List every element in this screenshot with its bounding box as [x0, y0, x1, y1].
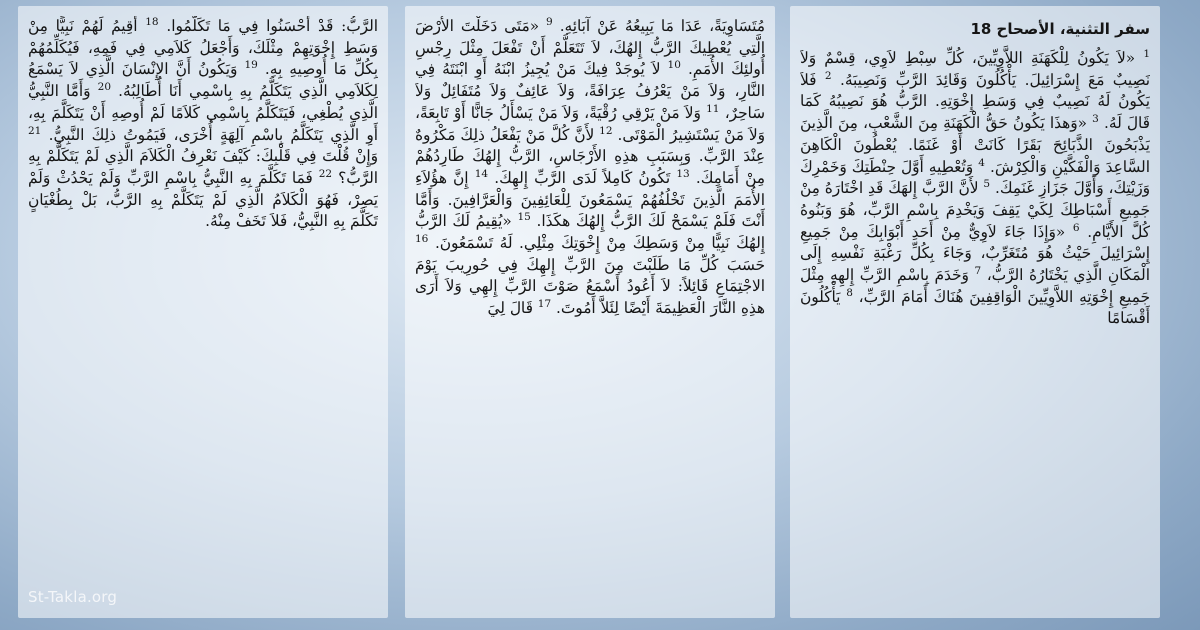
verse-number: 10 — [667, 59, 681, 72]
text-panel-left — [18, 6, 388, 618]
site-watermark: St-Takla.org — [28, 588, 118, 606]
verse-number: 5 — [983, 178, 991, 191]
verse-text: حَسَبَ كُلِّ مَا طَلَبْتَ مِنَ الرَّبِّ إِلهِكَ فِي حُورِيبَ يَوْمَ الاجْتِمَاعِ قَائِلاً: لاَ أَعُودُ أَسْمَعُ صَوْتَ الرَّبِّ إِلهِي وَلاَ أَرَى هذِهِ النَّارَ الْعَظِيمَةَ أَيْضًا لِئَلاَّ أَمُوتَ. — [415, 255, 765, 318]
verse-text: وَتُعْطِيهِ أَوَّلَ حِنْطَتِكَ وَخَمْرِكَ وَزَيْتِكَ، وَأَوَّلَ جَزَازِ غَنَمِكَ. — [800, 157, 1150, 198]
verse-number: 1 — [1143, 47, 1150, 60]
text-column-middle — [415, 16, 765, 612]
verse-number: 15 — [517, 211, 531, 224]
verse-text: الرَّبُّ: قَدْ أَحْسَنُوا فِي مَا تَكَلَّمُوا. — [166, 17, 378, 35]
verse-text: لاَ يُوجَدْ فِيكَ مَنْ يُجِيزُ ابْنَهُ أَوِ ابْنَتَهُ فِي النَّارِ، وَلاَ مَنْ يَعْرُفُ عِرَافَةً، وَلاَ عَائِفٌ وَلاَ مُتَفَائِلٌ وَلاَ سَاحِرٌ، — [415, 60, 765, 122]
verse-text: وَيَكُونُ أَنَّ الإِنْسَانَ الَّذِي لاَ يَسْمَعُ لِكَلاَمِي الَّذِي يَتَكَلَّمُ بِهِ بِاسْمِي أَنَا أُطَالِبُهُ. — [28, 60, 378, 101]
verse-text: أُقِيمُ لَهُمْ نَبِيًّا مِنْ وَسَطِ إِخْوَتِهِمْ مِثْلَكَ، وَأَجْعَلُ كَلاَمِي فِي فَمِهِ، فَيُكَلِّمُهُمْ بِكُلِّ مَا أُوصِيهِ بِهِ. — [28, 17, 378, 79]
verse-number: 12 — [599, 124, 613, 137]
verse-number: 11 — [706, 102, 720, 115]
verse-text: «وَهذَا يَكُونُ حَقُّ الْكَهَنَةِ مِنَ الشَّعْبِ، مِنَ الَّذِينَ يَذْبَحُونَ الذَّبَائِحَ بَقَرًا كَانَتْ أَوْ غَنَمًا. يُعْطُونَ الْكَاهِنَ السَّاعِدَ وَالْفَكَّيْنِ وَالْكِرْشَ. — [800, 114, 1150, 176]
verse-text: وَأَمَّا النَّبِيُّ الَّذِي يُطْغِي، فَيَتَكَلَّمُ بِاسْمِي كَلاَمًا لَمْ أُوصِهِ أَنْ يَتَكَلَّمَ بِهِ، أَوِ الَّذِي يَتَكَلَّمُ بِاسْمِ آلِهَةٍ أُخْرَى، فَيَمُوتُ ذلِكَ النَّبِيُّ. — [28, 82, 378, 144]
verse-number: 16 — [415, 232, 429, 245]
text-panel-right — [790, 6, 1160, 618]
verse-text: وَإِنْ قُلْتَ فِي قَلْبِكَ: كَيْفَ نَعْرِفُ الْكَلاَمَ الَّذِي لَمْ يَتَكَلَّمْ بِهِ الرَّبُّ؟ — [28, 147, 378, 187]
verse-number: 2 — [824, 69, 832, 82]
verse-number: 13 — [676, 167, 690, 180]
verse-text: مُتَسَاوِيَةً، عَدَا مَا يَبِيعُهُ عَنْ آبَائِهِ. — [559, 17, 765, 35]
verse-segment — [28, 169, 378, 230]
verse-number: 22 — [318, 167, 333, 180]
verse-text: فَلاَ يَكُونُ لَهُ نَصِيبٌ فِي وَسَطِ إِخْوَتِهِ. الرَّبُّ هُوَ نَصِيبُهُ كَمَا قَالَ لَهُ. — [800, 70, 1150, 133]
verse-number: 6 — [1072, 221, 1080, 234]
verse-number: 9 — [546, 16, 553, 28]
verse-text: لأَنَّ كُلَّ مَنْ يَفْعَلُ ذلِكَ مَكْرُوهٌ عِنْدَ الرَّبِّ. وَبِسَبَبِ هذِهِ الأَرْجَاسِ، الرَّبُّ إِلهُكَ طَارِدُهُمْ مِنْ أَمَامِكَ. — [415, 125, 765, 187]
verse-text: إِنَّ هؤُلاَءِ الأُمَمَ الَّذِينَ تَخْلُفُهُمْ يَسْمَعُونَ لِلْعَائِفِينَ وَالْعَرَّافِينَ. وَأَمَّا أَنْتَ فَلَمْ يَسْمَحْ لَكَ الرَّبُّ إِلهُكَ هكَذَا. — [415, 168, 765, 231]
verse-text: «مَتَى دَخَلْتَ الأَرْضَ الَّتِي يُعْطِيكَ الرَّبُّ إِلهُكَ، لاَ تَتَعَلَّمْ أَنْ تَفْعَلَ مِثْلَ رِجْسِ أُولئِكَ الأُمَمِ. — [415, 17, 765, 79]
verse-text: «يُقِيمُ لَكَ الرَّبُّ إِلهُكَ نَبِيًّا مِنْ وَسَطِكَ مِنْ إِخْوَتِكَ مِثْلِي. لَهُ تَسْمَعُونَ. — [415, 212, 765, 253]
verse-text: وَخَدَمَ بِاسْمِ الرَّبِّ إِلهِهِ مِثْلَ جَمِيعِ إِخْوَتِهِ اللاَّوِيِّينَ الْوَاقِفِينَ هُنَاكَ أَمَامَ الرَّبِّ، — [800, 266, 1150, 306]
verse-text: تَكُونُ كَامِلاً لَدَى الرَّبِّ إِلهِكَ. — [494, 168, 671, 187]
text-panel-middle — [405, 6, 775, 618]
verse-text: فَمَا تَكَلَّمَ بِهِ النَّبِيُّ بِاسْمِ الرَّبِّ وَلَمْ يَحْدُثْ وَلَمْ يَصِرْ، فَهُوَ الْكَلاَمُ الَّذِي لَمْ يَتَكَلَّمْ بِهِ الرَّبُّ، بَلْ بِطُغْيَانٍ تَكَلَّمَ بِهِ النَّبِيُّ، فَلاَ تَخَفْ مِنْهُ. — [28, 168, 378, 231]
verse-number: 8 — [846, 286, 853, 299]
verse-segment — [488, 169, 690, 187]
verse-text: وَلاَ مَنْ يَرْقِي رُقْيَةً، وَلاَ مَنْ يَسْأَلُ جَانًّا أَوْ تَابِعَةً، وَلاَ مَنْ يَسْتَشِيرُ الْمَوْتَى. — [415, 103, 765, 144]
chapter-title: سفر التثنية، الأصحاح 18 — [970, 20, 1150, 38]
verse-text: «وَإِذَا جَاءَ لاَوِيٌّ مِنْ أَحَدِ أَبْوَابِكَ مِنْ جَمِيعِ إِسْرَائِيلَ حَيْثُ هُوَ مُتَغَرِّبٌ، وَجَاءَ بِكُلِّ رَغْبَةِ نَفْسِهِ إِلَى الْمَكَانِ الَّذِي يَخْتَارُهُ الرَّبُّ، — [800, 222, 1150, 285]
verse-segment — [800, 49, 1150, 89]
verse-segment — [488, 299, 552, 317]
verse-number: 21 — [28, 124, 42, 137]
verse-number: 19 — [244, 59, 258, 72]
verse-text: «لاَ يَكُونُ لِلْكَهَنَةِ اللاَّوِيِّينَ، كُلِّ سِبْطِ لاَوِي، قِسْمٌ وَلاَ نَصِيبٌ مَعَ إِسْرَائِيلَ. يَأْكُلُونَ وَقَائِدَ الرَّبِّ وَنَصِيبَهُ. — [800, 49, 1150, 89]
verse-number: 18 — [145, 16, 159, 28]
verse-segment — [159, 17, 378, 35]
text-column-right — [800, 16, 1150, 612]
verse-number: 20 — [97, 81, 112, 94]
verse-segment — [553, 17, 765, 35]
verse-number: 3 — [1092, 113, 1099, 126]
verse-number: 14 — [474, 167, 489, 180]
verse-number: 17 — [537, 298, 552, 311]
verse-number: 7 — [974, 264, 982, 277]
verse-text: قَالَ لِيَ — [487, 299, 533, 318]
text-column-left — [28, 16, 378, 612]
verse-text: لأَنَّ الرَّبَّ إِلهَكَ قَدِ اخْتَارَهُ مِنْ جَمِيعِ أَسْبَاطِكَ لِكَيْ يَقِفَ وَيَخْدِمَ بِاسْمِ الرَّبِّ، هُوَ وَبَنُوهُ كُلَّ الأَيَّامِ. — [800, 179, 1150, 241]
verse-text: يَأْكُلُونَ أَقْسَامًا — [800, 287, 1150, 328]
verse-number: 4 — [978, 156, 985, 169]
